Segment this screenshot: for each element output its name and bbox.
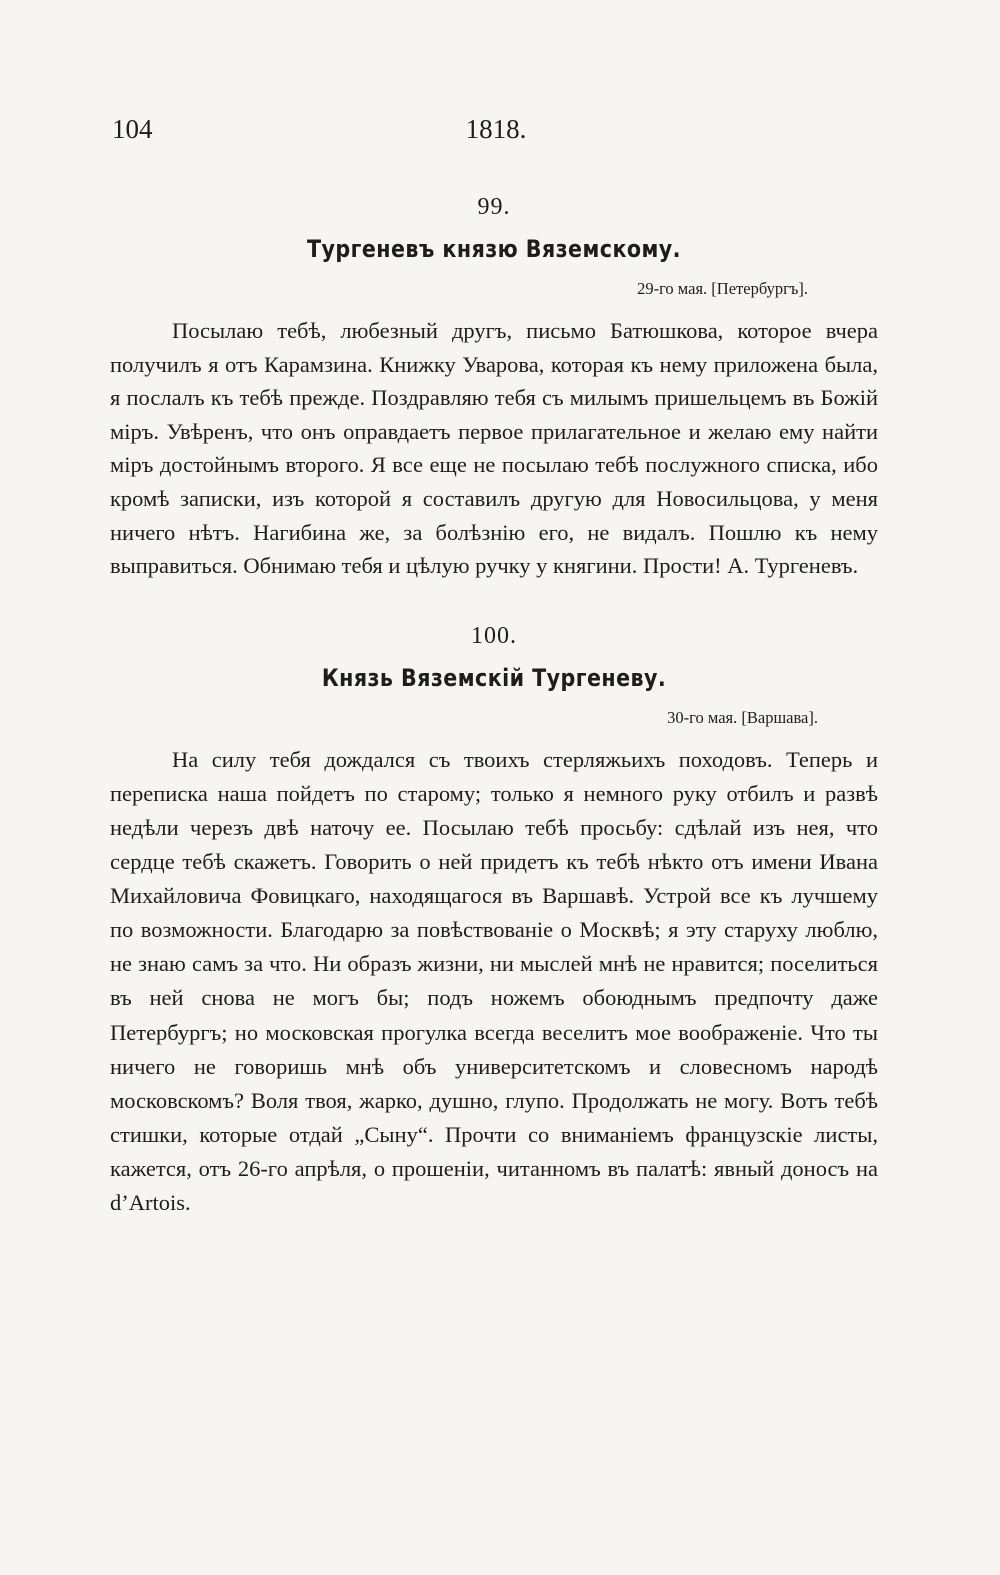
letter-date: 30-го мая. [Варшава]. — [667, 707, 818, 727]
letter-100 — [110, 621, 878, 1220]
letter-body: На силу тебя дождался съ твоихъ стерляжьихъ походовъ. Теперь и переписка наша пойдетъ по старому; только я немного руку отбилъ и развѣ недѣли черезъ двѣ наточу ее. Посылаю тебѣ просьбу: сдѣлай изъ нея, что сердце тебѣ скажетъ. Говорить о ней придетъ къ тебѣ нѣкто отъ имени Ивана Михайловича Фовицкаго, находящагося въ Варшавѣ. Устрой все къ лучшему по возможности. Благодарю за повѣствованіе о Москвѣ; я эту старуху люблю, не знаю самъ за что. Ни образъ жизни, ни мыслей мнѣ не нравится; поселиться въ ней снова не могъ бы; подъ ножемъ обоюднымъ предпочту даже Петербургъ; но московская прогулка всегда веселитъ мое воображеніе. Что ты ничего не говоришь мнѣ объ университетскомъ и словесномъ народѣ московскомъ? Воля твоя, жарко, душно, глупо. Продолжать не могу. Вотъ тебѣ стишки, которые отдай „Сыну“. Прочти со вниманіемъ французскіе листы, кажется, отъ 26-го апрѣля, о прошеніи, читанномъ въ палатѣ: явный доносъ на d’Artois. — [110, 746, 878, 1215]
letters-column — [110, 192, 878, 1220]
letter-date: 29-го мая. [Петербургъ]. — [637, 279, 808, 298]
letter-99 — [110, 192, 878, 583]
letter-number: 100. — [471, 622, 517, 649]
letter-title: Князь Вяземскій Тургеневу. — [321, 663, 667, 692]
letter-number: 99. — [477, 194, 511, 220]
letter-title: Тургеневъ князю Вяземскому. — [307, 235, 681, 263]
page-number: 104 — [112, 114, 153, 144]
running-year: 1818. — [465, 114, 527, 144]
letter-body: Посылаю тебѣ, любезный другъ, письмо Батюшкова, которое вчера получилъ я отъ Карамзина. Книжку Уварова, которая къ нему приложена была, я послалъ къ тебѣ прежде. Поздравляю тебя съ милымъ пришельцемъ въ Божій міръ. Увѣренъ, что онъ оправдаетъ первое прилагательное и желаю ему найти міръ достойнымъ второго. Я все еще не посылаю тебѣ послужного списка, ибо кромѣ записки, изъ которой я составилъ другую для Новосильцова, у меня ничего нѣтъ. Нагибина же, за болѣзнію его, не видалъ. Пошлю къ нему выправиться. Обнимаю тебя и цѣлую ручку у княгини. Прости! А. Тургеневъ. — [110, 318, 878, 579]
running-head — [112, 114, 880, 148]
